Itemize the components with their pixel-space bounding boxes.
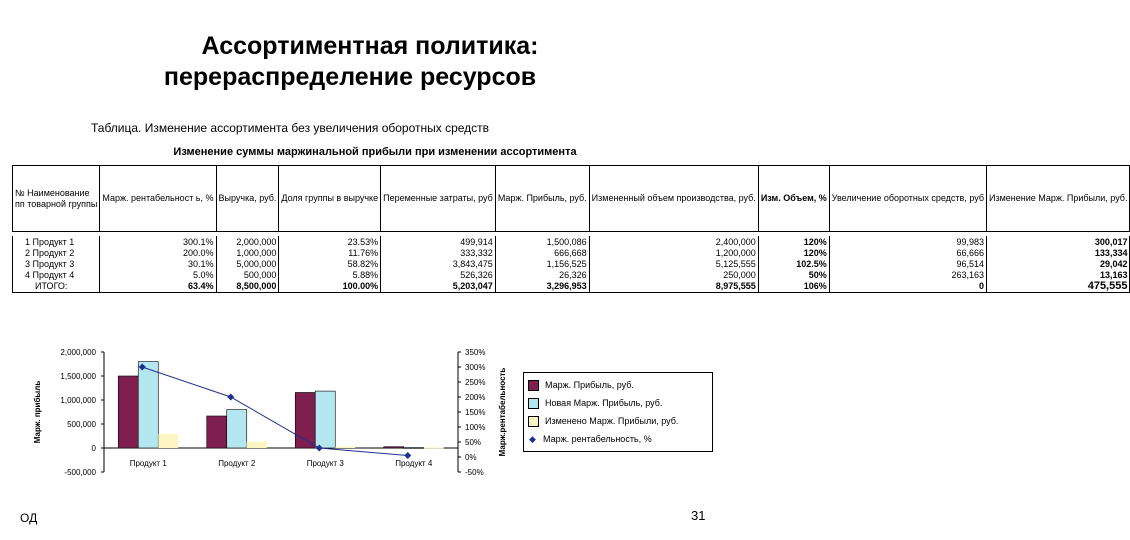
legend-item [528,430,712,448]
cell-chg: 13,163 [987,269,1130,280]
y2-tick-label: 0% [465,453,477,462]
bar [138,362,158,448]
cell-var: 499,914 [381,236,496,247]
cell-rent: 30.1% [100,258,216,269]
table-caption: Таблица. Изменение ассортимента без увеличения оборотных средств [91,121,490,135]
bar [384,447,404,448]
rentability-point [227,393,234,400]
total-profit: 3,296,953 [495,280,589,293]
cell-newvol: 2,400,000 [589,236,758,247]
x-tick-label: Продукт 2 [218,459,256,468]
bar [118,376,138,448]
bar [315,391,335,448]
table-total-row [13,280,1130,293]
y2-tick-label: 150% [465,408,486,417]
row-name: 4 Продукт 4 [13,269,100,280]
table-row [13,269,1130,280]
cell-newvol: 250,000 [589,269,758,280]
cell-profit: 1,500,086 [495,236,589,247]
table-row [13,258,1130,269]
cell-newvol: 5,125,555 [589,258,758,269]
y2-axis-title: Марж.рентабельность [498,367,507,457]
y2-tick-label: 250% [465,378,486,387]
y2-tick-label: 200% [465,393,486,402]
x-tick-label: Продукт 4 [395,459,433,468]
header-profit: Марж. Прибыль, руб. [495,166,589,232]
header-share: Доля группы в выручке [279,166,381,232]
bar [247,442,267,448]
row-name: 3 Продукт 3 [13,258,100,269]
bar [227,410,247,448]
row-name: 2 Продукт 2 [13,247,100,258]
table-row [13,236,1130,247]
legend-item [528,412,712,430]
header-rent: Марж. рентабельност ь, % [100,166,216,232]
footer-initials: ОД [20,511,38,525]
legend-marker: ◆ [529,433,536,444]
total-rent: 63.4% [100,280,216,293]
cell-var: 526,326 [381,269,496,280]
header-revenue: Выручка, руб. [216,166,279,232]
cell-profit: 666,668 [495,247,589,258]
rentability-line [142,367,408,456]
y2-tick-label: -50% [465,468,484,477]
y2-tick-label: 50% [465,438,482,447]
page-number: 31 [691,508,706,523]
total-volpct: 106% [758,280,829,293]
assortment-table [12,165,1130,293]
legend-item [528,376,712,394]
chart-legend [523,372,713,452]
x-tick-label: Продукт 3 [306,459,344,468]
header-volpct: Изм. Объем, % [758,166,829,232]
cell-revenue: 2,000,000 [216,236,279,247]
legend-label: Марж. рентабельность, % [543,434,652,444]
header-var: Переменные затраты, руб [381,166,496,232]
cell-share: 23.53% [279,236,381,247]
cell-newvol: 1,200,000 [589,247,758,258]
cell-chg: 300,017 [987,236,1130,247]
total-chg: 475,555 [987,280,1130,293]
y-tick-label: 1,000,000 [60,396,96,405]
total-share: 100.00% [279,280,381,293]
header-incr: Увеличение оборотных средств, руб [829,166,986,232]
legend-swatch [528,416,539,427]
page-title-line-2: перераспределение ресурсов [163,63,537,91]
cell-chg: 29,042 [987,258,1130,269]
y-tick-label: 1,500,000 [60,372,96,381]
page-title-line-1: Ассортиментная политика: [201,32,539,60]
legend-label: Марж. Прибыль, руб. [545,380,634,390]
bar [335,447,355,448]
cell-incr: 263,163 [829,269,986,280]
cell-profit: 26,326 [495,269,589,280]
total-revenue: 8,500,000 [216,280,279,293]
bar [424,447,444,448]
cell-volpct: 120% [758,236,829,247]
y-tick-label: 0 [91,444,96,453]
total-newvol: 8,975,555 [589,280,758,293]
cell-volpct: 102.5% [758,258,829,269]
cell-rent: 5.0% [100,269,216,280]
cell-rent: 200.0% [100,247,216,258]
table-title: Изменение суммы маржинальной прибыли при изменении ассортимента [173,146,577,158]
y-axis-title: Марж. прибыль [33,380,42,444]
bar [158,434,178,448]
y-tick-label: 2,000,000 [60,348,96,357]
total-var: 5,203,047 [381,280,496,293]
cell-share: 58.82% [279,258,381,269]
legend-label: Изменено Марж. Прибыли, руб. [545,416,679,426]
y-tick-label: 500,000 [67,420,96,429]
y2-tick-label: 300% [465,363,486,372]
total-label: ИТОГО: [13,280,100,293]
legend-item [528,394,712,412]
cell-revenue: 1,000,000 [216,247,279,258]
cell-share: 5.88% [279,269,381,280]
table-row [13,247,1130,258]
y2-tick-label: 100% [465,423,486,432]
legend-label: Новая Марж. Прибыль, руб. [545,398,663,408]
header-newvol: Измененный объем производства, руб. [589,166,758,232]
cell-revenue: 5,000,000 [216,258,279,269]
cell-incr: 99,983 [829,236,986,247]
header-name: № Наименование пп товарной группы [13,166,100,232]
legend-swatch [528,398,539,409]
bar [207,416,227,448]
cell-incr: 96,514 [829,258,986,269]
cell-chg: 133,334 [987,247,1130,258]
cell-revenue: 500,000 [216,269,279,280]
header-chg: Изменение Марж. Прибыли, руб. [987,166,1130,232]
cell-volpct: 120% [758,247,829,258]
cell-var: 3,843,475 [381,258,496,269]
y-tick-label: -500,000 [64,468,96,477]
cell-incr: 66,666 [829,247,986,258]
cell-volpct: 50% [758,269,829,280]
cell-share: 11.76% [279,247,381,258]
y2-tick-label: 350% [465,348,486,357]
row-name: 1 Продукт 1 [13,236,100,247]
cell-profit: 1,156,525 [495,258,589,269]
bar [404,447,424,448]
cell-rent: 300.1% [100,236,216,247]
x-tick-label: Продукт 1 [129,459,167,468]
legend-swatch [528,380,539,391]
total-incr: 0 [829,280,986,293]
rentability-point [404,452,411,459]
cell-var: 333,332 [381,247,496,258]
